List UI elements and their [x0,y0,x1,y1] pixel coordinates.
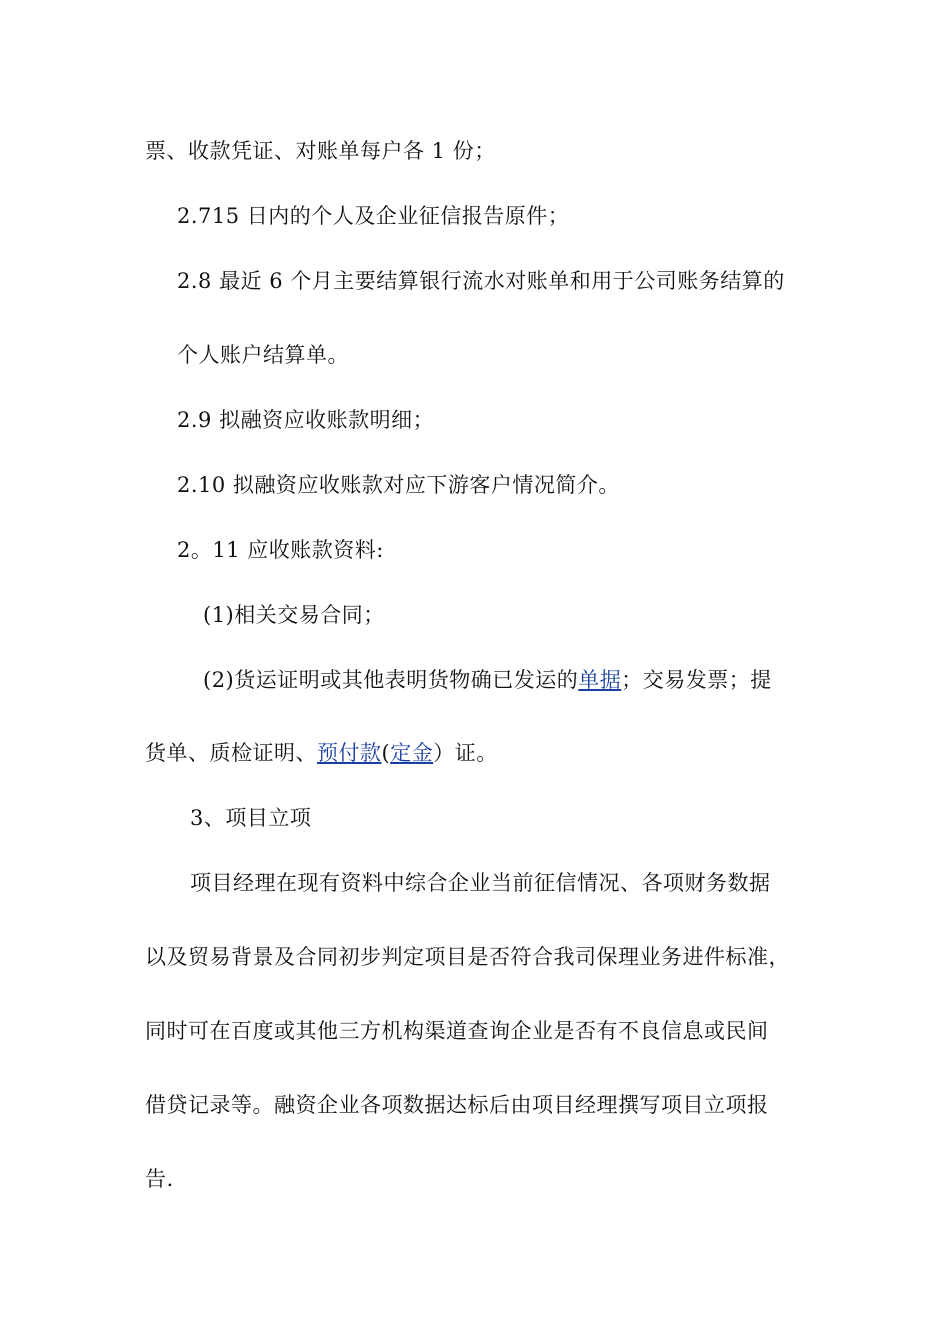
text-line [203,667,772,693]
link-receipt[interactable]: 单据 [578,668,622,692]
text-segment: ；交易发票；提 [621,668,772,692]
text-line: 2.715 日内的个人及企业征信报告原件； [177,204,570,228]
text-line: 2。11 应收账款资料: [177,538,384,562]
text-line [145,740,498,766]
text-line: 2.10 拟融资应收账款对应下游客户情况简介。 [177,473,620,497]
text-line: 个人账户结算单。 [177,343,349,367]
text-line: 票、收款凭证、对账单每户各 1 份； [145,139,496,163]
text-segment: ( [381,741,391,765]
text-line: 2.9 拟融资应收账款明细； [177,408,435,432]
text-segment: (2)货运证明或其他表明货物确已发运的 [203,668,579,692]
paragraph-line: 借贷记录等。融资企业各项数据达标后由项目经理撰写项目立项报 [145,1093,769,1117]
text-line: 2.8 最近 6 个月主要结算银行流水对账单和用于公司账务结算的 [177,269,785,293]
paragraph-line: 项目经理在现有资料中综合企业当前征信情况、各项财务数据 [190,871,771,895]
text-segment: 货单、质检证明、 [145,741,317,765]
link-prepayment[interactable]: 预付款 [317,741,382,765]
section-heading: 3、项目立项 [190,806,312,830]
paragraph-line: 以及贸易背景及合同初步判定项目是否符合我司保理业务进件标准， [145,945,790,969]
paragraph-line: 告. [145,1167,174,1191]
link-deposit[interactable]: 定金 [390,741,434,765]
text-line: (1)相关交易合同； [203,603,385,627]
paragraph-line: 同时可在百度或其他三方机构渠道查询企业是否有不良信息或民间 [145,1019,769,1043]
text-segment: ）证。 [433,741,498,765]
